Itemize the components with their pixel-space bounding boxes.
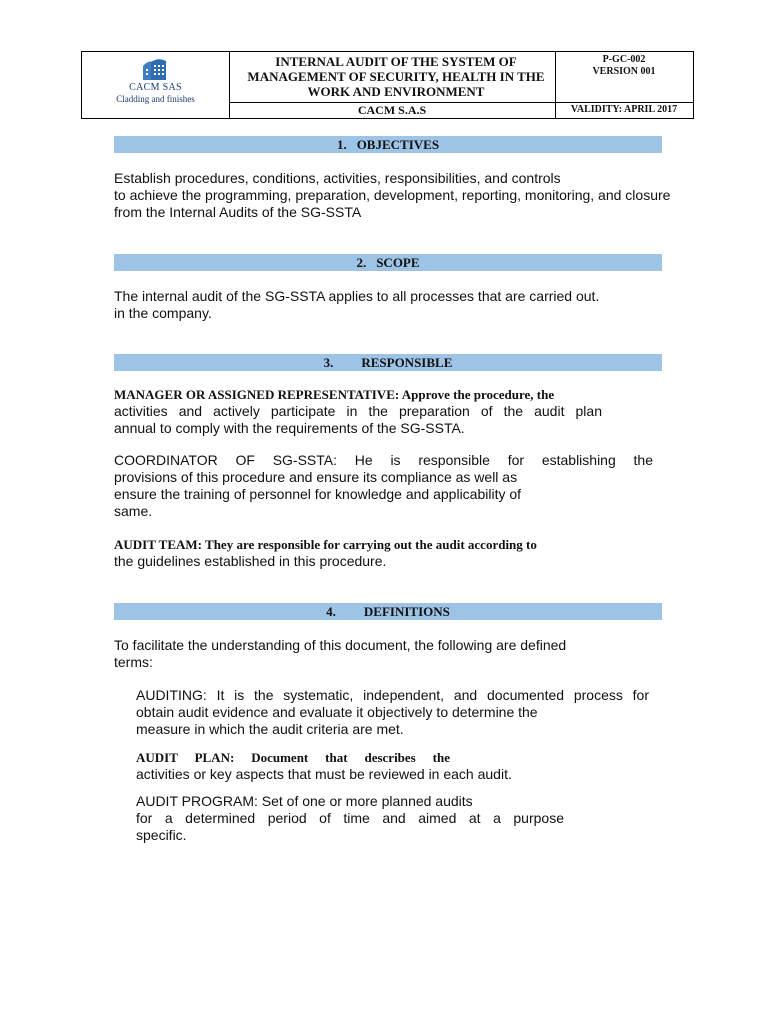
text-line <box>136 810 564 827</box>
text-line <box>136 749 512 766</box>
section-number: 3. <box>323 355 334 370</box>
text-line: activities or key aspects that must be reviewed in each audit. <box>136 766 512 782</box>
text-span: COORDINATOR OF SG-SSTA: He is responsible for establishing the <box>114 452 653 468</box>
text-span: AUDITING: It is the systematic, independent, and documented process for <box>136 687 649 703</box>
coordinator-paragraph <box>114 452 653 520</box>
section-title: RESPONSIBLE <box>361 355 453 370</box>
text-line: AUDIT TEAM: They are responsible for carrying out the audit according to <box>114 537 537 552</box>
logo-cell <box>82 52 230 118</box>
scope-paragraph <box>114 288 599 322</box>
building-logo-icon <box>140 56 170 82</box>
section-number: 4. <box>326 604 336 619</box>
text-line: To facilitate the understanding of this document, the following are defined <box>114 637 567 653</box>
text-line: specific. <box>136 827 187 843</box>
text-span: for a determined period of time and aimed at a purpose <box>136 810 564 826</box>
section-bar-objectives <box>114 136 662 153</box>
document-code: P-GC-002 <box>602 54 646 65</box>
text-line: the guidelines established in this procedure. <box>114 553 387 569</box>
audit-team-paragraph <box>114 536 537 570</box>
company-name: CACM S.A.S <box>357 103 427 117</box>
logo-name: CACM SAS <box>129 82 182 93</box>
text-line: Establish procedures, conditions, activities, responsibilities, and controls <box>114 170 561 186</box>
text-line: provisions of this procedure and ensure its compliance as well as <box>114 469 518 485</box>
code-cell <box>555 52 693 103</box>
text-line: in the company. <box>114 305 212 321</box>
auditing-definition <box>136 687 649 738</box>
text-line: obtain audit evidence and evaluate it objectively to determine the <box>136 704 538 720</box>
text-line <box>136 687 649 704</box>
title-line: INTERNAL AUDIT OF THE SYSTEM OF <box>275 54 517 69</box>
text-line: same. <box>114 503 153 519</box>
text-line: from the Internal Audits of the SG-SSTA <box>114 204 362 220</box>
text-line: measure in which the audit criteria are met. <box>136 721 404 737</box>
document-header <box>81 51 694 119</box>
text-line: The internal audit of the SG-SSTA applies to all processes that are carried out. <box>114 288 600 304</box>
logo-tagline: Cladding and finishes <box>116 94 195 104</box>
text-line <box>114 403 624 420</box>
section-title: SCOPE <box>376 255 420 270</box>
audit-plan-definition <box>136 749 512 783</box>
text-line: ensure the training of personnel for knowledge and applicability of <box>114 486 522 502</box>
text-span: AUDIT PLAN: Document that describes the <box>136 750 450 765</box>
validity-cell <box>555 102 693 118</box>
objectives-paragraph <box>114 170 670 221</box>
document-version: VERSION 001 <box>592 66 656 77</box>
section-bar-definitions <box>114 603 662 620</box>
manager-paragraph <box>114 386 624 437</box>
document-title-cell <box>229 52 556 103</box>
document-title <box>229 52 555 99</box>
text-line: terms: <box>114 654 153 670</box>
section-bar-scope <box>114 254 662 271</box>
document-validity: VALIDITY: APRIL 2017 <box>570 104 678 115</box>
title-line: MANAGEMENT OF SECURITY, HEALTH IN THE <box>247 69 545 84</box>
title-line: WORK AND ENVIRONMENT <box>307 84 485 99</box>
text-span: activities and actively participate in the preparation of the audit plan <box>114 403 602 419</box>
text-line <box>114 452 653 469</box>
company-cell <box>229 102 556 118</box>
section-number: 2. <box>356 255 367 270</box>
text-line: AUDIT PROGRAM: Set of one or more planned audits <box>136 793 473 809</box>
audit-program-definition <box>136 793 564 844</box>
text-line: MANAGER OR ASSIGNED REPRESENTATIVE: Approve the procedure, the <box>114 387 555 402</box>
section-title: OBJECTIVES <box>356 137 440 152</box>
text-line: to achieve the programming, preparation, development, reporting, monitoring, and closure <box>114 187 671 203</box>
section-title: DEFINITIONS <box>363 604 450 619</box>
definitions-intro <box>114 637 566 671</box>
section-bar-responsible <box>114 354 662 371</box>
text-line: annual to comply with the requirements of the SG-SSTA. <box>114 420 465 436</box>
section-number: 1. <box>336 137 347 152</box>
